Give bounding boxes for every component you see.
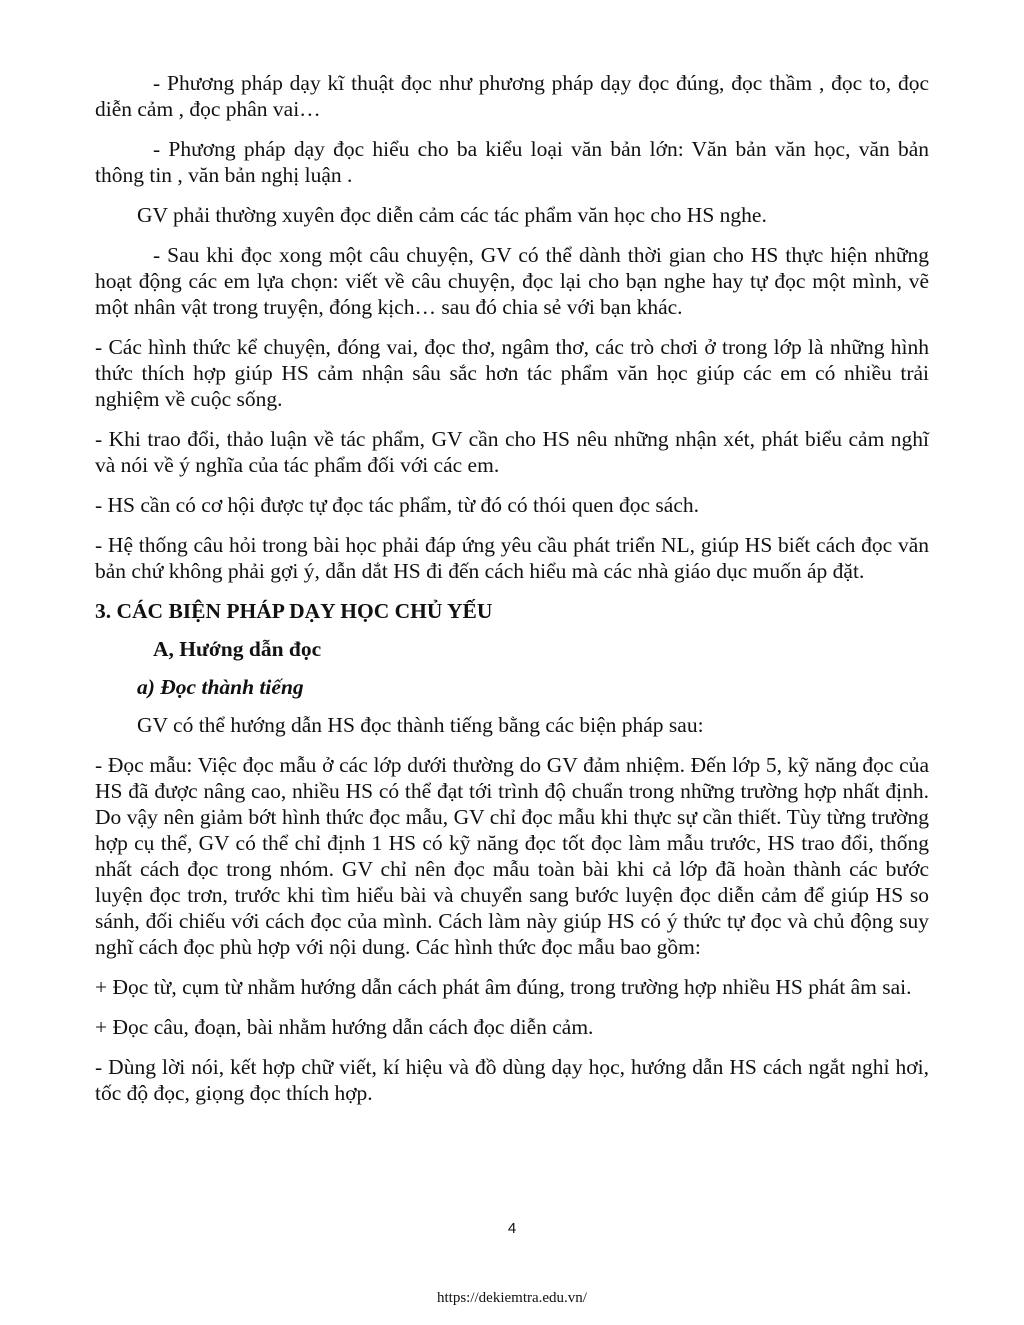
- paragraph-discussion: - Khi trao đổi, thảo luận về tác phẩm, GV cần cho HS nêu những nhận xét, phát biểu cảm nghĩ và nói về ý nghĩa của tác phẩm đối với các em.: [95, 427, 929, 477]
- section-heading: 3. CÁC BIỆN PHÁP DẠY HỌC CHỦ YẾU: [95, 599, 493, 623]
- footer-url: https://dekiemtra.edu.vn/: [437, 1290, 587, 1306]
- paragraph-model-reading: - Đọc mẫu: Việc đọc mẫu ở các lớp dưới thường do GV đảm nhiệm. Đến lớp 5, kỹ năng đọc của HS đã được nâng cao, nhiều HS có thể đạt tới trình độ chuẩn trong những trường hợp nhất định. Do vậy nên giảm bớt hình thức đọc mẫu, GV chỉ đọc mẫu khi thực sự cần thiết. Tùy từng trường hợp cụ thể, GV có thể chỉ định 1 HS có kỹ năng đọc tốt đọc làm mẫu trước, HS trao đổi, thống nhất cách đọc trong nhóm. GV chỉ nên đọc mẫu toàn bài khi cả lớp đã hoàn thành các bước luyện đọc trơn, trước khi tìm hiểu bài và chuyển sang bước luyện đọc diễn cảm để giúp HS so sánh, đối chiếu với cách đọc của mình. Cách làm này giúp HS có ý thức tự đọc và chủ động suy nghĩ cách đọc phù hợp với nội dung. Các hình thức đọc mẫu bao gồm:: [95, 753, 929, 959]
- paragraph-question-system: - Hệ thống câu hỏi trong bài học phải đáp ứng yêu cầu phát triển NL, giúp HS biết cách đọc văn bản chứ không phải gợi ý, dẫn dắt HS đi đến cách hiểu mà các nhà giáo dục muốn áp đặt.: [95, 533, 929, 583]
- paragraph-sentence-reading: + Đọc câu, đoạn, bài nhằm hướng dẫn cách đọc diễn cảm.: [95, 1015, 594, 1039]
- paragraph-reading-comprehension: - Phương pháp dạy đọc hiểu cho ba kiểu loại văn bản lớn: Văn bản văn học, văn bản thông tin , văn bản nghị luận .: [95, 137, 929, 187]
- paragraph-expressive-reading: GV phải thường xuyên đọc diễn cảm các tác phẩm văn học cho HS nghe.: [137, 203, 767, 227]
- document-page: [95, 70, 929, 1120]
- paragraph-storytelling-forms: - Các hình thức kể chuyện, đóng vai, đọc thơ, ngâm thơ, các trò chơi ở trong lớp là những hình thức thích hợp giúp HS cảm nhận sâu sắc hơn tác phẩm văn học giúp các em có nhiều trải nghiệm về cuộc sống.: [95, 335, 929, 411]
- paragraph-reading-aloud-intro: GV có thể hướng dẫn HS đọc thành tiếng bằng các biện pháp sau:: [137, 713, 704, 737]
- subsubheading-reading-aloud: a) Đọc thành tiếng: [137, 675, 304, 699]
- paragraph-word-reading: + Đọc từ, cụm từ nhằm hướng dẫn cách phát âm đúng, trong trường hợp nhiều HS phát âm sai.: [95, 975, 912, 999]
- paragraph-after-story: - Sau khi đọc xong một câu chuyện, GV có thể dành thời gian cho HS thực hiện những hoạt động các em lựa chọn: viết về câu chuyện, đọc lại cho bạn nghe hay tự đọc một mình, vẽ một nhân vật trong truyện, đóng kịch… sau đó chia sẻ với bạn khác.: [95, 243, 929, 319]
- paragraph-self-reading: - HS cần có cơ hội được tự đọc tác phẩm, từ đó có thói quen đọc sách.: [95, 493, 699, 517]
- paragraph-reading-technique: - Phương pháp dạy kĩ thuật đọc như phương pháp dạy đọc đúng, đọc thầm , đọc to, đọc diễn cảm , đọc phân vai…: [95, 71, 929, 121]
- subheading-reading-guide: A, Hướng dẫn đọc: [153, 637, 322, 661]
- paragraph-speech-guidance: - Dùng lời nói, kết hợp chữ viết, kí hiệu và đồ dùng dạy học, hướng dẫn HS cách ngắt nghỉ hơi, tốc độ đọc, giọng đọc thích hợp.: [95, 1055, 929, 1105]
- page-number: 4: [507, 1220, 517, 1237]
